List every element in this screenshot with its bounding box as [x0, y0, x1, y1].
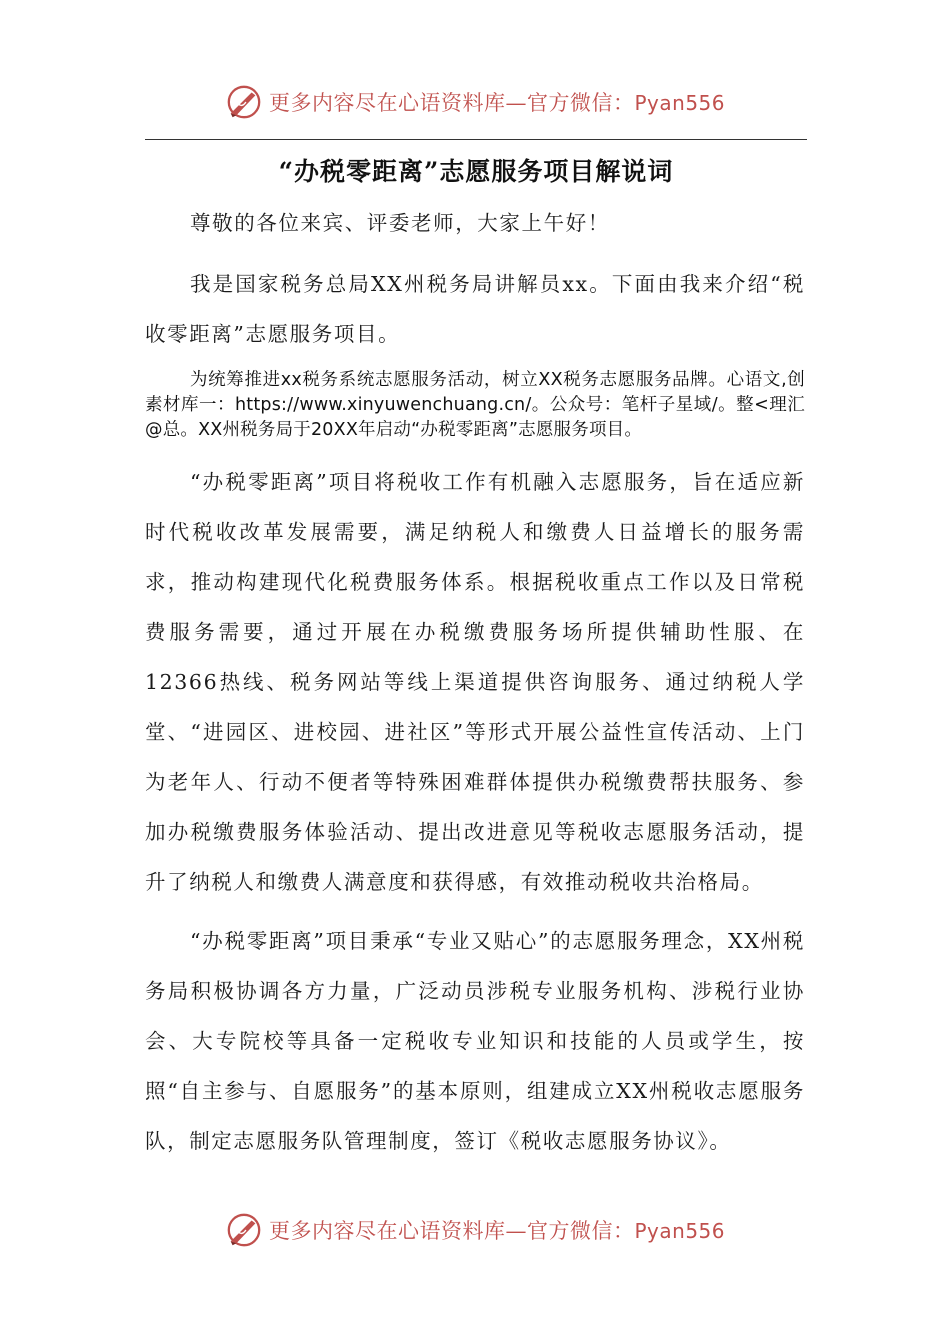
wechat-id: Pyan556: [634, 1219, 725, 1243]
header-divider: [145, 139, 807, 140]
intro-paragraph: 我是国家税务总局XX州税务局讲解员xx。下面由我来介绍“税收零距离”志愿服务项目。: [145, 272, 805, 346]
banner-text: 更多内容尽在心语资料库—官方微信：Pyan556: [268, 1219, 725, 1243]
pen-logo-icon: [225, 1211, 263, 1249]
pen-logo-icon: [225, 83, 263, 121]
team-building-paragraph: “办税零距离”项目秉承“专业又贴心”的志愿服务理念，XX州税务局积极协调各方力量，广泛动员涉税专业服务机构、涉税行业协会、大专院校等具备一定税收专业知识和技能的人员或学生，按照“自主参与、自愿服务”的基本原则，组建成立XX州税收志愿服务队，制定志愿服务队管理制度，签订《税收志愿服务协议》。: [145, 929, 805, 1153]
banner-text: 更多内容尽在心语资料库—官方微信：Pyan556: [268, 91, 725, 115]
background-paragraph: 为统筹推进xx税务系统志愿服务活动，树立XX税务志愿服务品牌。心语文,创素材库一：https://www.xinyuwenchuang.cn/。公众号：笔杆子星域/。整<理汇@总。XX州税务局于20XX年启动“办税零距离”志愿服务项目。: [145, 370, 805, 440]
header-banner: [0, 80, 950, 124]
project-description-paragraph: “办税零距离”项目将税收工作有机融入志愿服务，旨在适应新时代税收改革发展需要，满足纳税人和缴费人日益增长的服务需求，推动构建现代化税费服务体系。根据税收重点工作以及日常税费服务需要，通过开展在办税缴费服务场所提供辅助性服、在12366热线、税务网站等线上渠道提供咨询服务、通过纳税人学堂、“进园区、进校园、进社区”等形式开展公益性宣传活动、上门为老年人、行动不便者等特殊困难群体提供办税缴费帮扶服务、参加办税缴费服务体验活动、提出改进意见等税收志愿服务活动，提升了纳税人和缴费人满意度和获得感，有效推动税收共治格局。: [145, 470, 805, 894]
footer-banner: [0, 1208, 950, 1252]
document-title: “办税零距离”志愿服务项目解说词: [278, 157, 674, 186]
wechat-id: Pyan556: [634, 91, 725, 115]
greeting-paragraph: 尊敬的各位来宾、评委老师，大家上午好！: [190, 211, 610, 235]
